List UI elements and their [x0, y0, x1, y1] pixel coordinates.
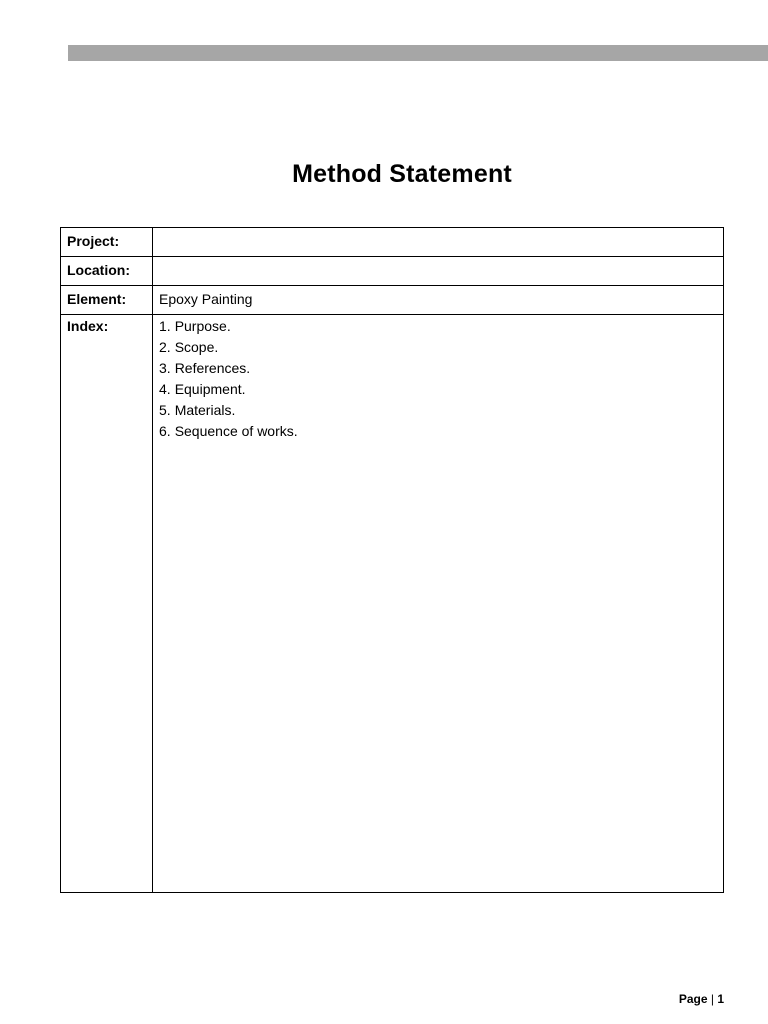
page-title: Method Statement — [292, 160, 512, 188]
index-list — [159, 315, 717, 442]
list-item — [159, 400, 717, 421]
list-item-number: 3. — [159, 360, 171, 376]
list-item-number: 1. — [159, 318, 171, 334]
list-item-text: Equipment. — [174, 381, 246, 397]
location-label: Location: — [61, 257, 153, 286]
element-label: Element: — [61, 286, 153, 315]
table-row-index — [61, 315, 724, 893]
list-item — [159, 316, 717, 337]
table-row-location — [61, 257, 724, 286]
list-item-text: Scope. — [174, 339, 219, 355]
page-separator: | — [710, 992, 714, 1006]
project-value — [153, 228, 724, 257]
list-item-number: 5. — [159, 402, 171, 418]
page-number: 1 — [717, 992, 724, 1006]
list-item — [159, 379, 717, 400]
page-footer — [679, 992, 724, 1006]
list-item-text: References. — [174, 360, 251, 376]
method-statement-table — [60, 227, 724, 893]
element-value: Epoxy Painting — [153, 286, 724, 315]
list-item-number: 2. — [159, 339, 171, 355]
header-bar — [68, 45, 768, 61]
location-value — [153, 257, 724, 286]
list-item — [159, 337, 717, 358]
table-row-element — [61, 286, 724, 315]
project-label: Project: — [61, 228, 153, 257]
table-row-project — [61, 228, 724, 257]
list-item-text: Purpose. — [174, 318, 231, 334]
page-label: Page — [678, 992, 708, 1006]
list-item-text: Materials. — [174, 402, 236, 418]
index-cell — [153, 315, 724, 893]
list-item — [159, 358, 717, 379]
list-item-number: 4. — [159, 381, 171, 397]
list-item-number: 6. — [159, 423, 171, 439]
list-item — [159, 421, 717, 442]
index-label: Index: — [61, 315, 153, 893]
list-item-text: Sequence of works. — [174, 423, 298, 439]
